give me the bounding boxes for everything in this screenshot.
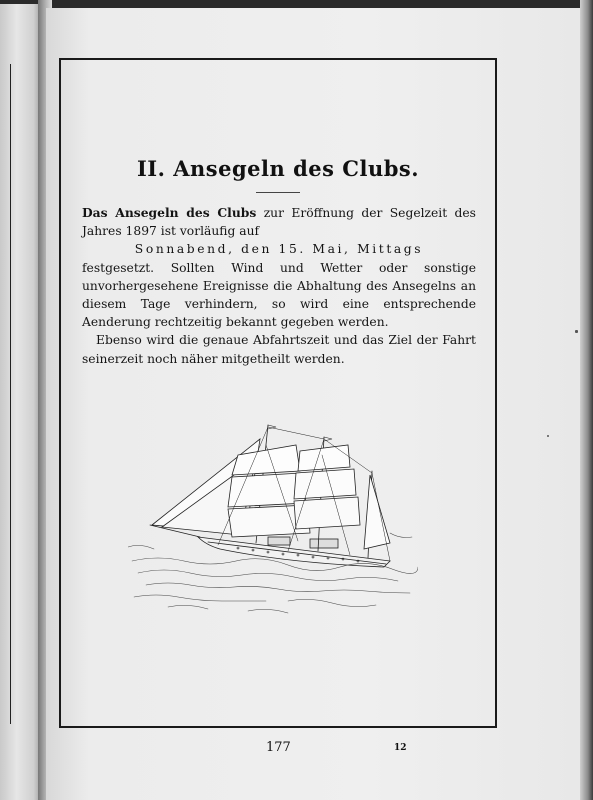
paragraph-conditions: festgesetzt. Sollten Wind und Wetter oder sonstige unvorhergesehene Ereignisse die Abhaltung des Ansegelns an diesem Tage verhindern, so wird eine entsprechende Aenderung rechtzeitig bekannt gegeben werden. [82, 260, 476, 330]
paragraph-closing: Ebenso wird die genaue Abfahrtszeit und das Ziel der Fahrt seinerzeit noch näher mitgetheilt werden. [82, 333, 476, 366]
section-title: II. Ansegeln des Clubs. [136, 156, 420, 181]
facing-page-edge [0, 4, 42, 800]
date-line: Sonnabend, den 15. Mai, Mittags [134, 242, 424, 257]
signature-mark: 12 [394, 743, 407, 753]
sailing-ship-illustration [128, 415, 418, 615]
page-number: 177 [266, 740, 291, 755]
article-body [82, 204, 476, 368]
page-edge-shadow [580, 0, 593, 800]
title-divider [256, 192, 300, 193]
paper-speck [547, 435, 549, 437]
paragraph-lead: Das Ansegeln des Clubs [82, 205, 257, 220]
paragraph-opening [82, 204, 476, 240]
paper-speck [575, 330, 578, 333]
facing-page-frame [0, 64, 11, 724]
paragraph-opening-text: zur Eröffnung der Segelzeit des Jahres 1897 ist vorläufig auf [82, 206, 476, 239]
